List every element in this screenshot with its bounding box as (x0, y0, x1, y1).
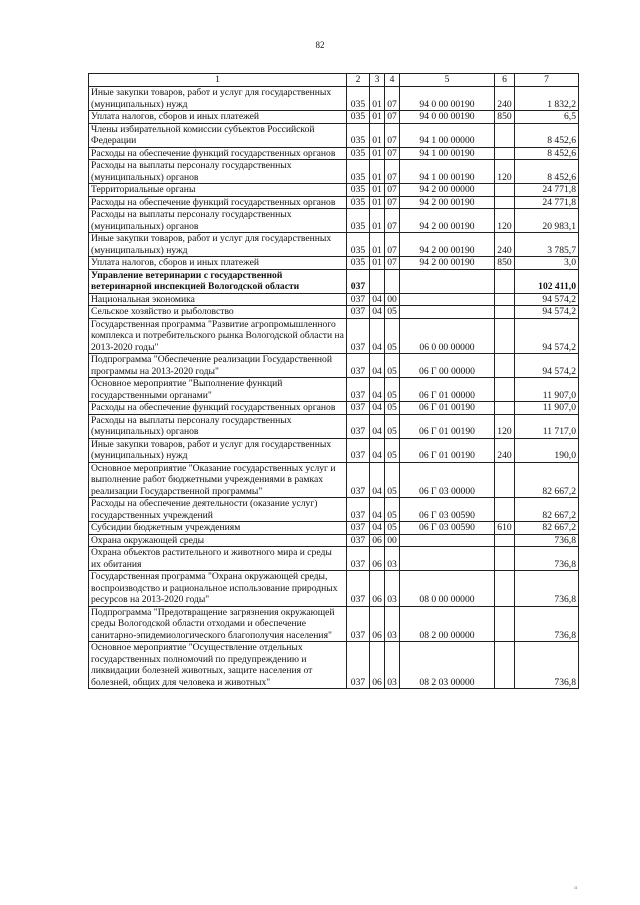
cell-sum: 736,8 (515, 534, 579, 547)
cell-csr: 94 2 00 00190 (400, 209, 495, 233)
cell-csr: 94 1 00 00000 (400, 123, 495, 147)
cell-ved: 035 (347, 196, 370, 209)
table-row (89, 209, 579, 233)
cell-vr (495, 547, 515, 571)
cell-pr: 07 (385, 111, 400, 124)
cell-name: Сельское хозяйство и рыболовство (89, 306, 347, 319)
cell-vr (495, 184, 515, 197)
cell-ved: 037 (347, 522, 370, 535)
cell-csr: 06 Г 03 00000 (400, 462, 495, 498)
cell-vr: 850 (495, 111, 515, 124)
table-row (89, 293, 579, 306)
cell-sum: 3 785,7 (515, 233, 579, 257)
table-row (89, 378, 579, 402)
cell-name: Подпрограмма "Предотвращение загрязнения окружающей среды Вологодской области отходами и обеспечение санитарно-эпидемиологического благополучия населения" (89, 606, 347, 642)
table-row (89, 547, 579, 571)
cell-name: Расходы на выплаты персоналу государственных (муниципальных) органов (89, 209, 347, 233)
cell-csr: 94 2 00 00190 (400, 196, 495, 209)
cell-rz (370, 269, 385, 293)
cell-name: Основное мероприятие "Выполнение функций государственными органами" (89, 378, 347, 402)
cell-csr: 06 Г 01 00000 (400, 378, 495, 402)
cell-ved: 037 (347, 318, 370, 354)
cell-pr: 07 (385, 160, 400, 184)
cell-pr: 07 (385, 233, 400, 257)
cell-csr: 06 Г 03 00590 (400, 498, 495, 522)
cell-rz: 01 (370, 233, 385, 257)
cell-ved: 035 (347, 209, 370, 233)
cell-name: Национальная экономика (89, 293, 347, 306)
cell-ved: 035 (347, 111, 370, 124)
cell-rz: 01 (370, 87, 385, 111)
cell-vr (495, 606, 515, 642)
cell-rz: 01 (370, 147, 385, 160)
cell-vr (495, 378, 515, 402)
table-row (89, 306, 579, 319)
cell-sum: 736,8 (515, 571, 579, 607)
cell-sum: 8 452,6 (515, 123, 579, 147)
cell-sum: 1 832,2 (515, 87, 579, 111)
cell-ved: 035 (347, 123, 370, 147)
header-col-4: 4 (385, 74, 400, 87)
cell-pr: 05 (385, 318, 400, 354)
cell-sum: 736,8 (515, 547, 579, 571)
cell-vr (495, 642, 515, 689)
cell-vr (495, 571, 515, 607)
cell-ved: 037 (347, 606, 370, 642)
cell-pr: 05 (385, 462, 400, 498)
table-row (89, 571, 579, 607)
cell-rz: 01 (370, 123, 385, 147)
cell-rz: 04 (370, 293, 385, 306)
cell-rz: 04 (370, 414, 385, 438)
cell-name: Члены избирательной комиссии субъектов Российской Федерации (89, 123, 347, 147)
cell-sum: 82 667,2 (515, 522, 579, 535)
cell-rz: 04 (370, 522, 385, 535)
cell-sum: 8 452,6 (515, 160, 579, 184)
cell-name: Подпрограмма "Обеспечение реализации Государственной программы на 2013-2020 годы" (89, 354, 347, 378)
cell-sum: 82 667,2 (515, 462, 579, 498)
cell-ved: 037 (347, 534, 370, 547)
cell-ved: 037 (347, 438, 370, 462)
cell-rz: 06 (370, 534, 385, 547)
table-row (89, 606, 579, 642)
cell-sum: 6,5 (515, 111, 579, 124)
cell-sum: 94 574,2 (515, 293, 579, 306)
cell-vr (495, 123, 515, 147)
cell-rz: 04 (370, 438, 385, 462)
cell-pr: 03 (385, 606, 400, 642)
cell-ved: 037 (347, 306, 370, 319)
table-row (89, 414, 579, 438)
cell-pr: 05 (385, 402, 400, 415)
table-row (89, 184, 579, 197)
cell-rz: 01 (370, 257, 385, 270)
cell-csr: 94 0 00 00190 (400, 111, 495, 124)
cell-name: Основное мероприятие "Осуществление отдельных государственных полномочий по предупреждению и ликвидации болезней животных, защите населения от болезней, общих для человека и животных" (89, 642, 347, 689)
cell-name: Государственная программа "Охрана окружающей среды, воспроизводство и рациональное использование природных ресурсов на 2013-2020 годы" (89, 571, 347, 607)
cell-pr: 05 (385, 414, 400, 438)
cell-csr: 94 2 00 00190 (400, 233, 495, 257)
cell-rz: 01 (370, 160, 385, 184)
cell-sum: 82 667,2 (515, 498, 579, 522)
cell-sum: 20 983,1 (515, 209, 579, 233)
table-row (89, 438, 579, 462)
cell-ved: 035 (347, 233, 370, 257)
table-row (89, 196, 579, 209)
header-col-7: 7 (515, 74, 579, 87)
cell-pr: 07 (385, 196, 400, 209)
cell-sum: 94 574,2 (515, 318, 579, 354)
cell-vr (495, 269, 515, 293)
cell-vr (495, 462, 515, 498)
cell-pr: 00 (385, 293, 400, 306)
table-row (89, 257, 579, 270)
table-row (89, 354, 579, 378)
cell-vr: 120 (495, 209, 515, 233)
cell-rz: 01 (370, 184, 385, 197)
cell-vr: 240 (495, 438, 515, 462)
cell-name: Расходы на обеспечение функций государственных органов (89, 196, 347, 209)
cell-rz: 01 (370, 209, 385, 233)
cell-pr: 07 (385, 87, 400, 111)
cell-rz: 04 (370, 306, 385, 319)
cell-ved: 035 (347, 87, 370, 111)
cell-pr: 03 (385, 642, 400, 689)
cell-sum: 3,0 (515, 257, 579, 270)
cell-csr (400, 534, 495, 547)
cell-sum: 11 907,0 (515, 378, 579, 402)
cell-ved: 037 (347, 269, 370, 293)
cell-name: Охрана окружающей среды (89, 534, 347, 547)
cell-csr: 06 Г 01 00190 (400, 438, 495, 462)
header-col-2: 2 (347, 74, 370, 87)
table-row (89, 111, 579, 124)
cell-rz: 06 (370, 606, 385, 642)
table-row (89, 87, 579, 111)
cell-pr: 07 (385, 257, 400, 270)
header-col-5: 5 (400, 74, 495, 87)
cell-vr (495, 534, 515, 547)
table-row (89, 462, 579, 498)
cell-csr: 06 Г 03 00590 (400, 522, 495, 535)
table-row (89, 147, 579, 160)
cell-ved: 037 (347, 642, 370, 689)
cell-rz: 06 (370, 547, 385, 571)
cell-name: Охрана объектов растительного и животного мира и среды их обитания (89, 547, 347, 571)
cell-csr (400, 547, 495, 571)
cell-ved: 037 (347, 414, 370, 438)
cell-ved: 037 (347, 354, 370, 378)
cell-ved: 035 (347, 257, 370, 270)
cell-ved: 035 (347, 147, 370, 160)
budget-table (88, 73, 579, 689)
cell-name: Расходы на обеспечение деятельности (оказание услуг) государственных учреждений (89, 498, 347, 522)
table-header-row (89, 74, 579, 87)
cell-pr: 05 (385, 498, 400, 522)
cell-pr: 05 (385, 378, 400, 402)
cell-pr: 03 (385, 547, 400, 571)
cell-ved: 037 (347, 462, 370, 498)
cell-pr (385, 269, 400, 293)
cell-sum: 94 574,2 (515, 354, 579, 378)
cell-pr: 05 (385, 522, 400, 535)
cell-vr (495, 354, 515, 378)
cell-vr (495, 196, 515, 209)
cell-csr: 94 2 00 00190 (400, 257, 495, 270)
cell-rz: 04 (370, 402, 385, 415)
cell-sum: 24 771,8 (515, 184, 579, 197)
table-row (89, 402, 579, 415)
cell-csr: 94 1 00 00190 (400, 147, 495, 160)
cell-rz: 04 (370, 462, 385, 498)
table-body (89, 87, 579, 689)
cell-name: Расходы на выплаты персоналу государственных (муниципальных) органов (89, 160, 347, 184)
cell-name: Иные закупки товаров, работ и услуг для государственных (муниципальных) нужд (89, 438, 347, 462)
cell-sum: 11 907,0 (515, 402, 579, 415)
cell-name: Уплата налогов, сборов и иных платежей (89, 111, 347, 124)
cell-ved: 037 (347, 547, 370, 571)
cell-vr: 120 (495, 414, 515, 438)
table-row (89, 318, 579, 354)
cell-csr: 06 0 00 00000 (400, 318, 495, 354)
cell-csr: 08 2 03 00000 (400, 642, 495, 689)
table-row (89, 160, 579, 184)
cell-vr (495, 293, 515, 306)
table-row (89, 498, 579, 522)
cell-ved: 037 (347, 378, 370, 402)
cell-name: Субсидии бюджетным учреждениям (89, 522, 347, 535)
cell-name: Государственная программа "Развитие агропромышленного комплекса и потребительского рынка Вологодской области на 2013-2020 годы" (89, 318, 347, 354)
cell-csr: 94 0 00 00190 (400, 87, 495, 111)
cell-pr: 05 (385, 438, 400, 462)
cell-pr: 05 (385, 306, 400, 319)
cell-csr: 06 Г 00 00000 (400, 354, 495, 378)
cell-vr: 240 (495, 233, 515, 257)
cell-name: Основное мероприятие "Оказание государственных услуг и выполнение работ бюджетными учреждениями в рамках реализации Государственной программы" (89, 462, 347, 498)
cell-name: Иные закупки товаров, работ и услуг для государственных (муниципальных) нужд (89, 233, 347, 257)
table-row (89, 269, 579, 293)
cell-ved: 037 (347, 498, 370, 522)
cell-vr (495, 318, 515, 354)
corner-mark: ıı (574, 886, 577, 891)
cell-sum: 736,8 (515, 642, 579, 689)
cell-rz: 01 (370, 111, 385, 124)
cell-name: Иные закупки товаров, работ и услуг для государственных (муниципальных) нужд (89, 87, 347, 111)
cell-rz: 06 (370, 642, 385, 689)
header-col-6: 6 (495, 74, 515, 87)
cell-ved: 037 (347, 571, 370, 607)
cell-csr: 94 1 00 00190 (400, 160, 495, 184)
cell-pr: 07 (385, 184, 400, 197)
cell-rz: 06 (370, 571, 385, 607)
cell-name: Управление ветеринарии с государственной ветеринарной инспекцией Вологодской области (89, 269, 347, 293)
cell-vr: 850 (495, 257, 515, 270)
cell-sum: 94 574,2 (515, 306, 579, 319)
cell-rz: 04 (370, 378, 385, 402)
cell-pr: 03 (385, 571, 400, 607)
cell-rz: 01 (370, 196, 385, 209)
cell-rz: 04 (370, 498, 385, 522)
header-col-1: 1 (89, 74, 347, 87)
cell-name: Расходы на обеспечение функций государственных органов (89, 147, 347, 160)
cell-ved: 037 (347, 402, 370, 415)
cell-pr: 05 (385, 354, 400, 378)
cell-vr: 610 (495, 522, 515, 535)
cell-pr: 00 (385, 534, 400, 547)
cell-vr (495, 498, 515, 522)
cell-rz: 04 (370, 354, 385, 378)
cell-pr: 07 (385, 209, 400, 233)
table-row (89, 123, 579, 147)
cell-sum: 736,8 (515, 606, 579, 642)
cell-csr: 06 Г 01 00190 (400, 414, 495, 438)
table-row (89, 642, 579, 689)
cell-csr: 06 Г 01 00190 (400, 402, 495, 415)
cell-sum: 11 717,0 (515, 414, 579, 438)
cell-name: Уплата налогов, сборов и иных платежей (89, 257, 347, 270)
cell-rz: 04 (370, 318, 385, 354)
cell-vr (495, 402, 515, 415)
cell-vr (495, 306, 515, 319)
cell-pr: 07 (385, 147, 400, 160)
cell-csr (400, 306, 495, 319)
cell-csr (400, 293, 495, 306)
cell-sum: 102 411,0 (515, 269, 579, 293)
cell-csr: 08 2 00 00000 (400, 606, 495, 642)
cell-ved: 037 (347, 293, 370, 306)
table-row (89, 534, 579, 547)
cell-name: Расходы на обеспечение функций государственных органов (89, 402, 347, 415)
cell-vr (495, 147, 515, 160)
cell-sum: 24 771,8 (515, 196, 579, 209)
header-col-3: 3 (370, 74, 385, 87)
page-number: 82 (315, 40, 325, 50)
cell-name: Расходы на выплаты персоналу государственных (муниципальных) органов (89, 414, 347, 438)
cell-ved: 035 (347, 160, 370, 184)
cell-vr: 240 (495, 87, 515, 111)
cell-pr: 07 (385, 123, 400, 147)
cell-vr: 120 (495, 160, 515, 184)
cell-csr (400, 269, 495, 293)
cell-sum: 190,0 (515, 438, 579, 462)
cell-name: Территориальные органы (89, 184, 347, 197)
table-row (89, 233, 579, 257)
cell-sum: 8 452,6 (515, 147, 579, 160)
cell-ved: 035 (347, 184, 370, 197)
cell-csr: 08 0 00 00000 (400, 571, 495, 607)
table-row (89, 522, 579, 535)
cell-csr: 94 2 00 00000 (400, 184, 495, 197)
